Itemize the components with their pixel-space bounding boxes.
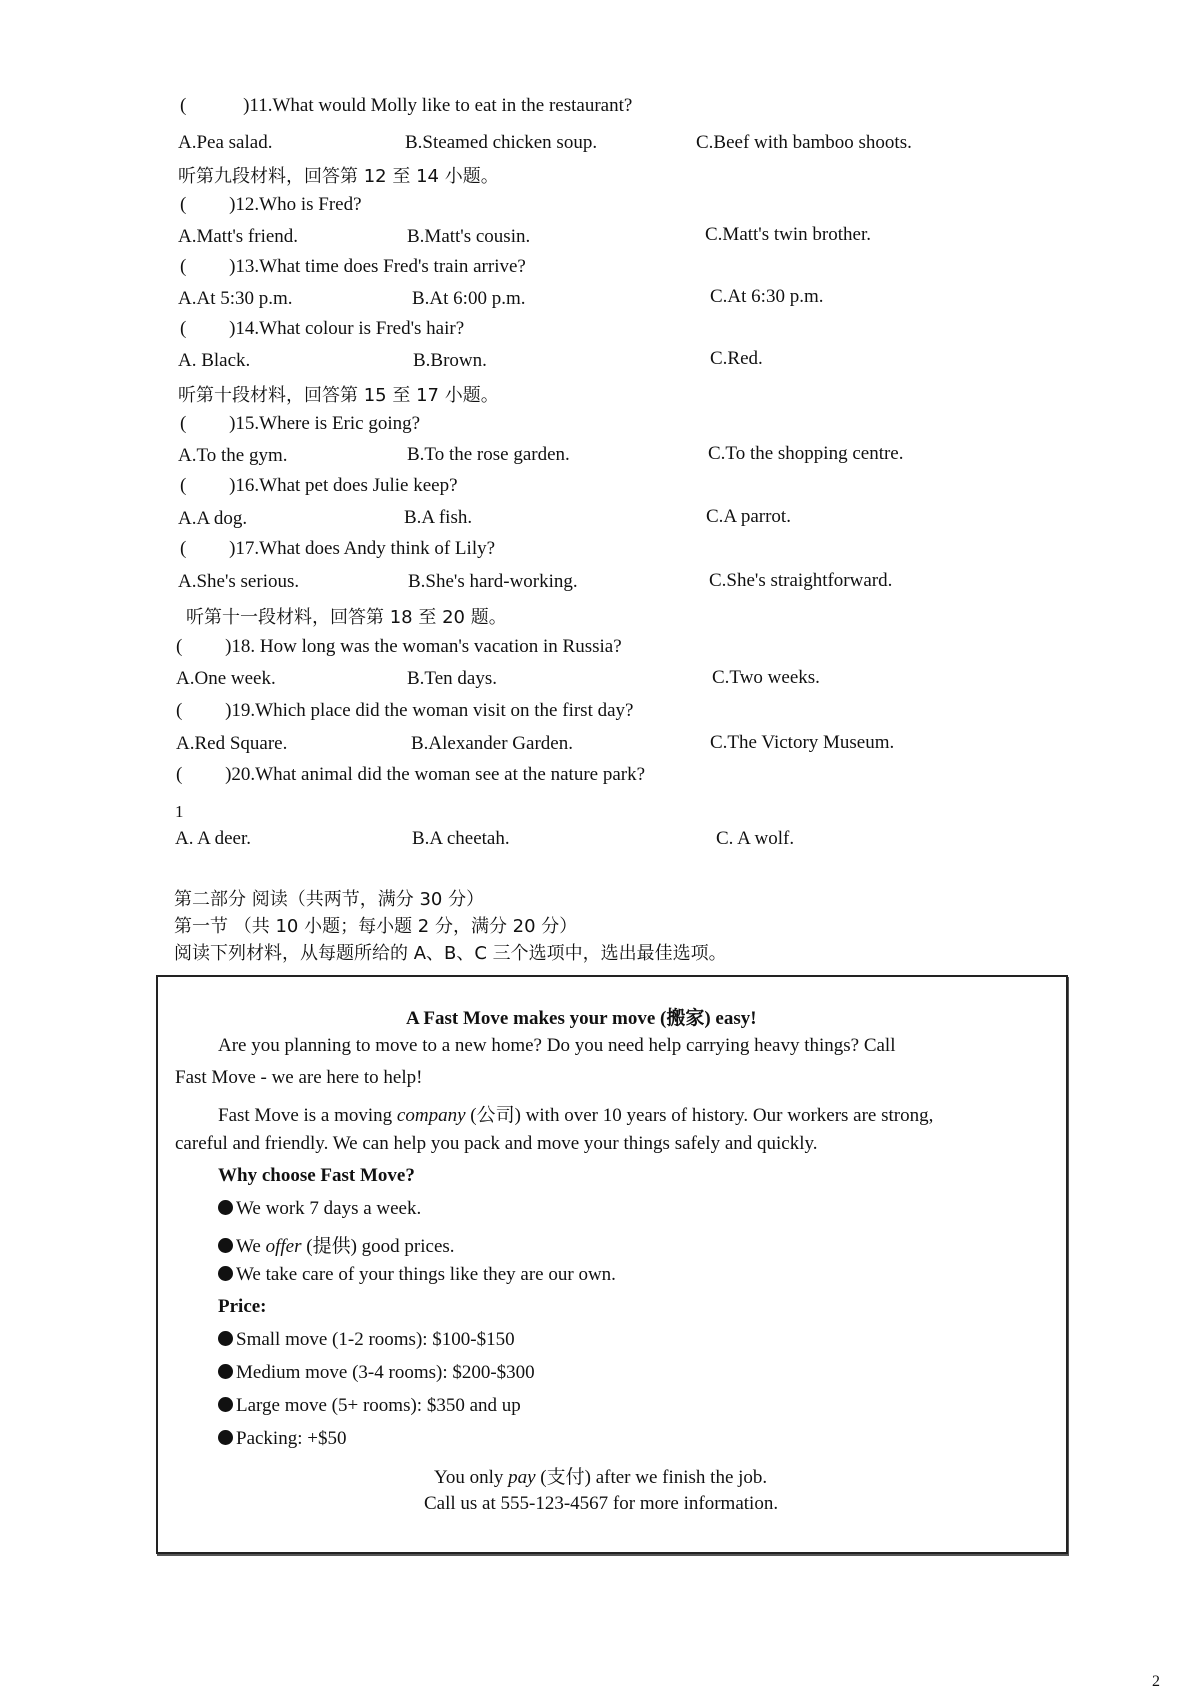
option-a: A. A deer. <box>175 828 251 849</box>
answer-paren: ( <box>180 256 187 277</box>
question-20 <box>176 764 645 786</box>
stray-mark: 1 <box>175 802 184 821</box>
option-a: A.One week. <box>176 668 276 689</box>
answer-paren: ( <box>176 636 183 657</box>
option-c: C.Matt's twin brother. <box>705 224 871 245</box>
reading-instruction: 阅读下列材料，从每题所给的 A、B、C 三个选项中，选出最佳选项。 <box>174 943 727 964</box>
question-14 <box>180 318 464 340</box>
option-a: A.Matt's friend. <box>178 226 299 247</box>
why-item <box>218 1231 455 1258</box>
contact-line: Call us at 555-123-4567 for more information. <box>424 1493 779 1514</box>
question-18 <box>176 636 622 658</box>
bullet-icon <box>218 1364 233 1379</box>
question-text: )16.What pet does Julie keep? <box>229 475 458 496</box>
answer-paren: ( <box>180 413 187 434</box>
question-19 <box>176 700 633 722</box>
price-item <box>218 1428 346 1450</box>
option-b: B.A fish. <box>404 507 473 528</box>
question-16 <box>180 475 458 497</box>
option-a: A.Pea salad. <box>178 132 273 153</box>
price-item-text: Large move (5+ rooms): $350 and up <box>236 1395 521 1416</box>
option-c: C. A wolf. <box>716 828 795 849</box>
option-b: B.She's hard-working. <box>408 571 578 592</box>
price-item-text: Small move (1-2 rooms): $100-$150 <box>236 1329 515 1350</box>
why-item-text: We work 7 days a week. <box>236 1198 422 1219</box>
option-c: C.To the shopping centre. <box>708 443 904 464</box>
question-text: )14.What colour is Fred's hair? <box>229 318 465 339</box>
question-text: )13.What time does Fred's train arrive? <box>229 256 526 277</box>
bullet-icon <box>218 1200 233 1215</box>
option-b: B.Matt's cousin. <box>407 226 531 247</box>
answer-paren: ( <box>180 194 187 215</box>
text-segment: We <box>236 1236 266 1257</box>
option-c: C.The Victory Museum. <box>710 732 895 753</box>
price-item <box>218 1329 515 1351</box>
section-instruction: 听第十段材料，回答第 15 至 17 小题。 <box>178 385 499 406</box>
bullet-icon <box>218 1266 233 1281</box>
section-heading: 第一节 （共 10 小题；每小题 2 分，满分 20 分） <box>174 916 578 937</box>
option-a: A. Black. <box>178 350 251 371</box>
question-text: )19.Which place did the woman visit on the first day? <box>225 700 634 721</box>
emphasized-word: offer <box>265 1236 302 1257</box>
passage-title: A Fast Move makes your move (搬家) easy! <box>406 1008 757 1029</box>
paragraph-2-line-2: careful and friendly. We can help you pack and move your things safely and quickly. <box>175 1133 818 1154</box>
option-b: B.Steamed chicken soup. <box>405 132 598 153</box>
page-number: 2 <box>1152 1673 1160 1690</box>
option-c: C.At 6:30 p.m. <box>710 286 824 307</box>
question-11 <box>180 95 632 117</box>
question-15 <box>180 413 420 435</box>
option-c: C.Red. <box>710 348 763 369</box>
emphasized-word: company <box>396 1105 466 1126</box>
why-item <box>218 1198 421 1220</box>
price-item <box>218 1395 521 1417</box>
paragraph-2-line-1 <box>218 1100 933 1127</box>
option-c: C.She's straightforward. <box>709 570 893 591</box>
question-text: )11.What would Molly like to eat in the restaurant? <box>243 95 633 116</box>
option-b: B.Brown. <box>413 350 487 371</box>
answer-paren: ( <box>176 764 183 785</box>
option-b: B.Alexander Garden. <box>411 733 573 754</box>
option-b: B.A cheetah. <box>412 828 510 849</box>
paragraph-1-line-1: Are you planning to move to a new home? Do you need help carrying heavy things? Call <box>218 1035 896 1056</box>
question-text: )15.Where is Eric going? <box>229 413 421 434</box>
option-b: B.Ten days. <box>407 668 497 689</box>
option-c: C.A parrot. <box>706 506 791 527</box>
part-heading: 第二部分 阅读（共两节，满分 30 分） <box>174 889 485 910</box>
bullet-icon <box>218 1397 233 1412</box>
price-item-text: Medium move (3-4 rooms): $200-$300 <box>236 1362 535 1383</box>
question-text: )18. How long was the woman's vacation in Russia? <box>225 636 622 657</box>
text-segment: Fast Move is a moving <box>218 1105 397 1126</box>
text-segment: (公司) with over 10 years of history. Our workers are strong, <box>465 1105 934 1126</box>
option-a: A.A dog. <box>178 508 248 529</box>
question-12 <box>180 194 362 216</box>
option-b: B.To the rose garden. <box>407 444 570 465</box>
option-c: C.Beef with bamboo shoots. <box>696 132 912 153</box>
payment-note <box>434 1462 767 1489</box>
option-a: A.She's serious. <box>178 571 300 592</box>
price-item-text: Packing: +$50 <box>236 1428 347 1449</box>
answer-paren: ( <box>180 475 187 496</box>
option-a: A.At 5:30 p.m. <box>178 288 293 309</box>
why-item-text: We take care of your things like they are our own. <box>236 1264 616 1285</box>
option-a: A.To the gym. <box>178 445 288 466</box>
text-segment: You only <box>434 1467 509 1488</box>
section-instruction: 听第九段材料，回答第 12 至 14 小题。 <box>178 166 499 187</box>
answer-paren: ( <box>180 318 187 339</box>
option-a: A.Red Square. <box>176 733 288 754</box>
section-instruction: 听第十一段材料，回答第 18 至 20 题。 <box>186 607 507 628</box>
bullet-icon <box>218 1238 233 1253</box>
price-heading: Price: <box>218 1296 267 1317</box>
emphasized-word: pay <box>508 1467 536 1488</box>
bullet-icon <box>218 1430 233 1445</box>
why-item <box>218 1264 616 1286</box>
question-13 <box>180 256 526 278</box>
answer-paren: ( <box>180 95 187 116</box>
question-17 <box>180 538 495 560</box>
question-text: )20.What animal did the woman see at the nature park? <box>225 764 646 785</box>
text-segment: (支付) after we finish the job. <box>535 1467 768 1488</box>
answer-paren: ( <box>176 700 183 721</box>
why-heading: Why choose Fast Move? <box>218 1165 415 1186</box>
bullet-icon <box>218 1331 233 1346</box>
price-item <box>218 1362 535 1384</box>
question-text: )12.Who is Fred? <box>229 194 362 215</box>
question-text: )17.What does Andy think of Lily? <box>229 538 496 559</box>
text-segment: (提供) good prices. <box>301 1236 455 1257</box>
paragraph-1-line-2: Fast Move - we are here to help! <box>175 1067 423 1088</box>
option-c: C.Two weeks. <box>712 667 820 688</box>
option-b: B.At 6:00 p.m. <box>412 288 526 309</box>
answer-paren: ( <box>180 538 187 559</box>
reading-passage-box <box>156 975 1068 1554</box>
